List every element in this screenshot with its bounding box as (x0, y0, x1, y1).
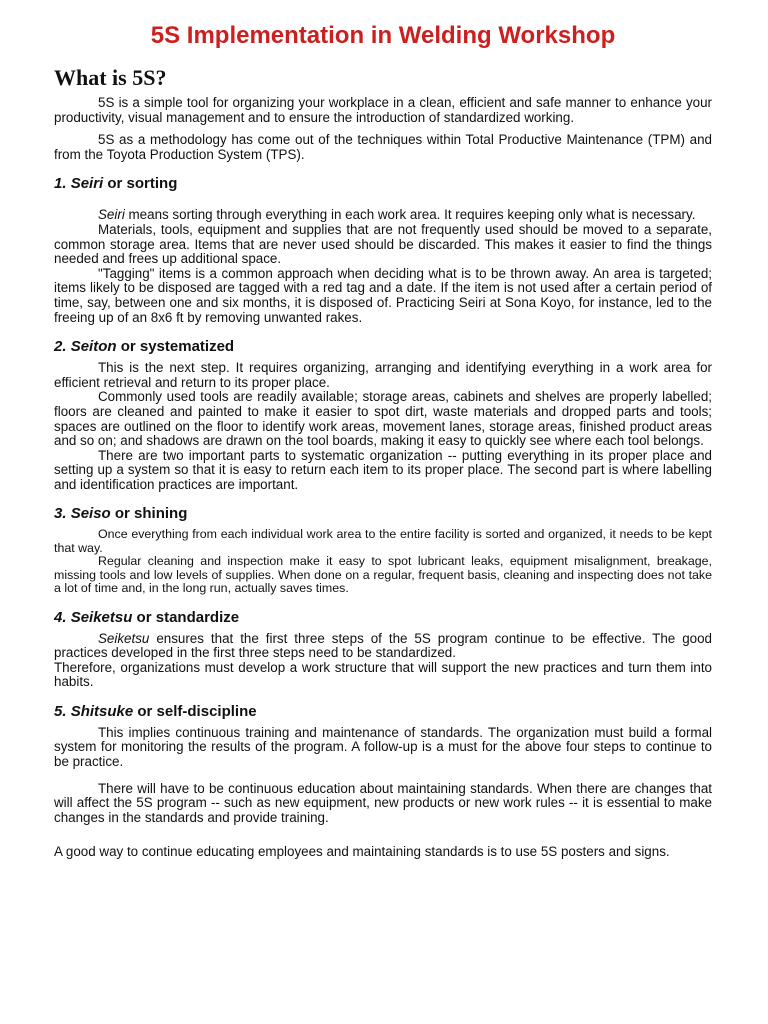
section-heading-seiri: 1. Seiri or sorting (54, 175, 178, 193)
seiketsu-paragraph-2: Therefore, organizations must develop a work structure that will support the new practices and turn them into habits. (54, 659, 712, 690)
shitsuke-paragraph-1: This implies continuous training and maintenance of standards. The organization must build a formal system for monitoring the results of the program. A follow-up is a must for the above four steps to continue to be practice. (54, 724, 712, 770)
seiri-paragraph-1: Seiri means sorting through everything in each work area. It requires keeping only what is necessary. (98, 207, 696, 223)
seiton-paragraph-2: Commonly used tools are readily available; storage areas, cabinets and shelves are properly labelled; floors are cleaned and painted to make it easier to spot dirt, waste materials and dropped parts and tools; spaces are outlined on the floor to identify work areas, movement lanes, storage areas, finished product areas and so on; and shadows are drawn on the tool boards, making it easy to quickly see where each tool belongs. (54, 389, 712, 449)
section-heading-seiton: 2. Seiton or systematized (54, 338, 235, 356)
seiso-paragraph-2: Regular cleaning and inspection make it easy to spot lubricant leaks, equipment misalignment, breakage, missing tools and low levels of supplies. When done on a regular, frequent basis, cleaning and inspecting does not take a lot of time and, in the long run, actually saves times. (54, 554, 712, 596)
intro-paragraph-2: 5S as a methodology has come out of the techniques within Total Productive Maintenance (TPM) and from the Toyota Production System (TPS). (54, 132, 712, 162)
section-heading-seiso: 3. Seiso or shining (54, 505, 188, 523)
seiri-paragraph-2: Materials, tools, equipment and supplies that are not frequently used should be moved to a separate, common storage area. Items that are never used should be discarded. This makes it easier to find the things needed and frees up additional space. (54, 221, 712, 267)
seiketsu-paragraph-1: Seiketsu ensures that the first three steps of the 5S program continue to be effective. The good practices developed in the first three steps need to be standardized. (54, 630, 712, 661)
what-is-5s-heading: What is 5S? (54, 65, 167, 90)
closing-paragraph: A good way to continue educating employees and maintaining standards is to use 5S posters and signs. (54, 844, 670, 860)
document-title: 5S Implementation in Welding Workshop (150, 22, 616, 49)
seiton-paragraph-3: There are two important parts to systematic organization -- putting everything in its proper place and setting up a system so that it is easy to return each item to its proper place. The second part is where labelling and identification practices are important. (54, 447, 712, 492)
section-heading-shitsuke: 5. Shitsuke or self-discipline (54, 702, 257, 720)
seiso-paragraph-1: Once everything from each individual work area to the entire facility is sorted and organized, it needs to be kept that way. (54, 527, 712, 555)
intro-paragraph-1: 5S is a simple tool for organizing your workplace in a clean, efficient and safe manner to enhance your productivity, visual management and to ensure the introduction of standardized working. (54, 95, 712, 125)
section-heading-seiketsu: 4. Seiketsu or standardize (54, 608, 240, 626)
seiton-paragraph-1: This is the next step. It requires organizing, arranging and identifying everything in a work area for efficient retrieval and return to its proper place. (54, 360, 712, 390)
seiri-paragraph-3: "Tagging" items is a common approach when deciding what is to be thrown away. An area is targeted; items likely to be disposed are tagged with a red tag and a date. If the item is not used after a certain period of time, say, between one and six months, it is disposed of. Practicing Seiri at Sona Koyo, for instance, led to the freeing up of an 8x6 ft by removing unwanted rakes. (54, 265, 712, 325)
shitsuke-paragraph-2: There will have to be continuous education about maintaining standards. When there are changes that will affect the 5S program -- such as new equipment, new products or new work rules -- it is essential to make changes in the standards and provide training. (54, 780, 712, 825)
